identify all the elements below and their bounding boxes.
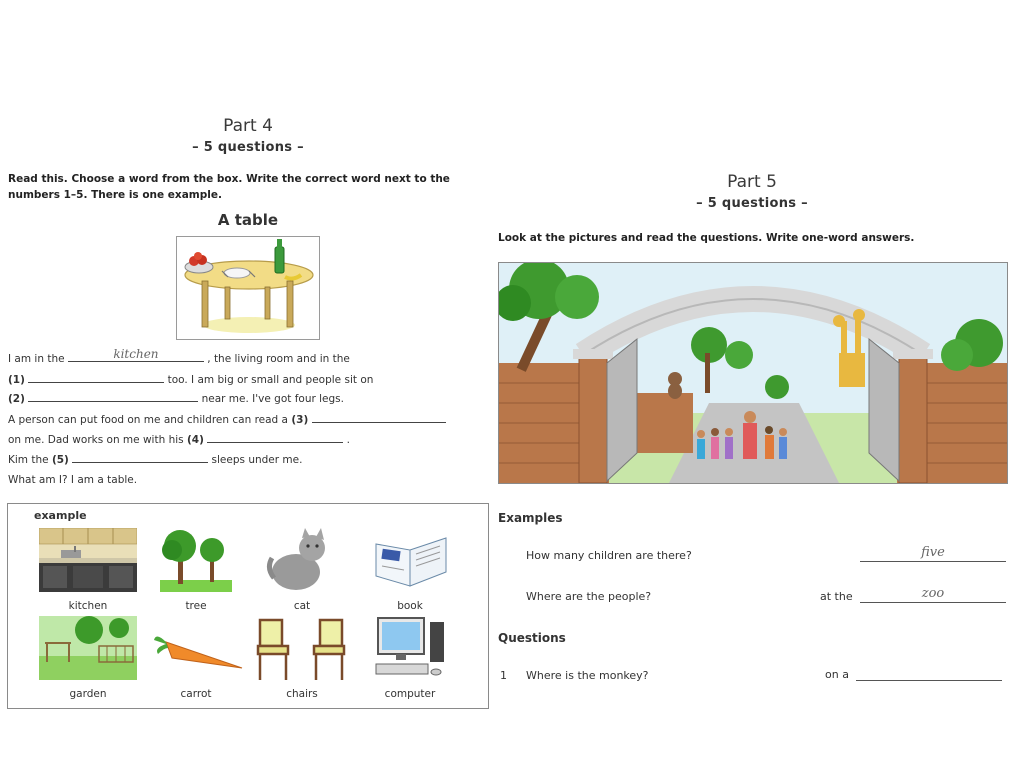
line4-start: A person can put food on me and children can read a (8, 414, 288, 426)
blank-1[interactable] (28, 371, 164, 383)
question1-text: Where is the monkey? (526, 669, 649, 682)
zoo-scene-icon (499, 263, 1007, 483)
cat-icon (266, 528, 330, 592)
example2-answer-line (860, 586, 1006, 603)
question1-number: 1 (500, 669, 507, 682)
example2-prefix: at the (820, 590, 853, 603)
tree-icon (160, 528, 232, 592)
table-icon (177, 237, 319, 339)
word-book: book (397, 600, 423, 612)
word-kitchen: kitchen (68, 600, 108, 612)
blank-2[interactable] (28, 390, 198, 402)
tree-picture (160, 528, 232, 592)
part4-instructions: Read this. Choose a word from the box. Write the correct word next to the numbers 1–5. There is one example. (8, 173, 450, 201)
text-line-6 (8, 451, 302, 467)
num-1: (1) (8, 374, 25, 386)
table-illustration (176, 236, 320, 340)
text-line-7: What am I? I am a table. (8, 474, 138, 486)
word-chairs: chairs (286, 688, 318, 700)
part4-heading: Part 4 (223, 116, 273, 136)
line5-end: . (346, 434, 350, 446)
word-tree: tree (185, 600, 207, 612)
blank-example (68, 347, 204, 362)
garden-icon (39, 616, 137, 680)
line2-end: too. I am big or small and people sit on (167, 374, 374, 386)
book-icon (372, 530, 450, 590)
part5-heading: Part 5 (727, 172, 777, 192)
num-5: (5) (51, 454, 69, 466)
example1-answer-line (860, 545, 1006, 562)
word-box (7, 503, 489, 709)
example2-question: Where are the people? (526, 590, 652, 603)
num-4: (4) (186, 434, 204, 446)
computer-icon (374, 616, 448, 682)
text-title: A table (217, 211, 279, 229)
part5-subheading: – 5 questions – (696, 196, 808, 211)
book-picture (372, 530, 450, 590)
cat-picture (266, 528, 330, 592)
question1-answer-line[interactable] (856, 667, 1002, 681)
line6-end: sleeps under me. (211, 454, 303, 466)
num-3: (3) (291, 414, 309, 426)
text-line-1 (8, 347, 350, 366)
text-line-5 (8, 431, 350, 447)
example2-answer: zoo (921, 586, 945, 601)
line6-start: Kim the (8, 454, 49, 466)
example1-question: How many children are there? (526, 549, 692, 562)
num-2: (2) (8, 393, 25, 405)
kitchen-picture (39, 528, 137, 592)
chairs-picture (254, 616, 350, 682)
question1-prefix: on a (825, 668, 849, 681)
kitchen-icon (39, 528, 137, 592)
part4-subheading: – 5 questions – (192, 140, 304, 155)
text-line-3 (8, 390, 344, 406)
blank-5[interactable] (72, 451, 208, 463)
example-answer: kitchen (113, 347, 159, 361)
word-cat: cat (293, 600, 311, 612)
text-line-2 (8, 371, 373, 387)
computer-picture (374, 616, 448, 682)
zoo-picture (498, 262, 1008, 484)
word-computer: computer (384, 688, 436, 700)
line1-end: , the living room and in the (207, 353, 350, 365)
part5-instructions: Look at the pictures and read the questions. Write one-word answers. (498, 232, 915, 244)
chairs-icon (254, 616, 350, 682)
carrot-icon (152, 628, 244, 678)
examples-title: Examples (498, 511, 563, 525)
text-line-4 (8, 411, 446, 427)
blank-3[interactable] (312, 411, 446, 423)
example-label: example (34, 509, 87, 522)
line5-start: on me. Dad works on me with his (8, 434, 184, 446)
questions-title: Questions (498, 631, 566, 645)
word-garden: garden (69, 688, 107, 700)
word-carrot: carrot (180, 688, 212, 700)
blank-4[interactable] (207, 431, 343, 443)
example1-answer: five (921, 545, 945, 560)
carrot-picture (152, 628, 244, 678)
line3-end: near me. I've got four legs. (201, 393, 344, 405)
line1-start: I am in the (8, 353, 65, 365)
garden-picture (39, 616, 137, 680)
